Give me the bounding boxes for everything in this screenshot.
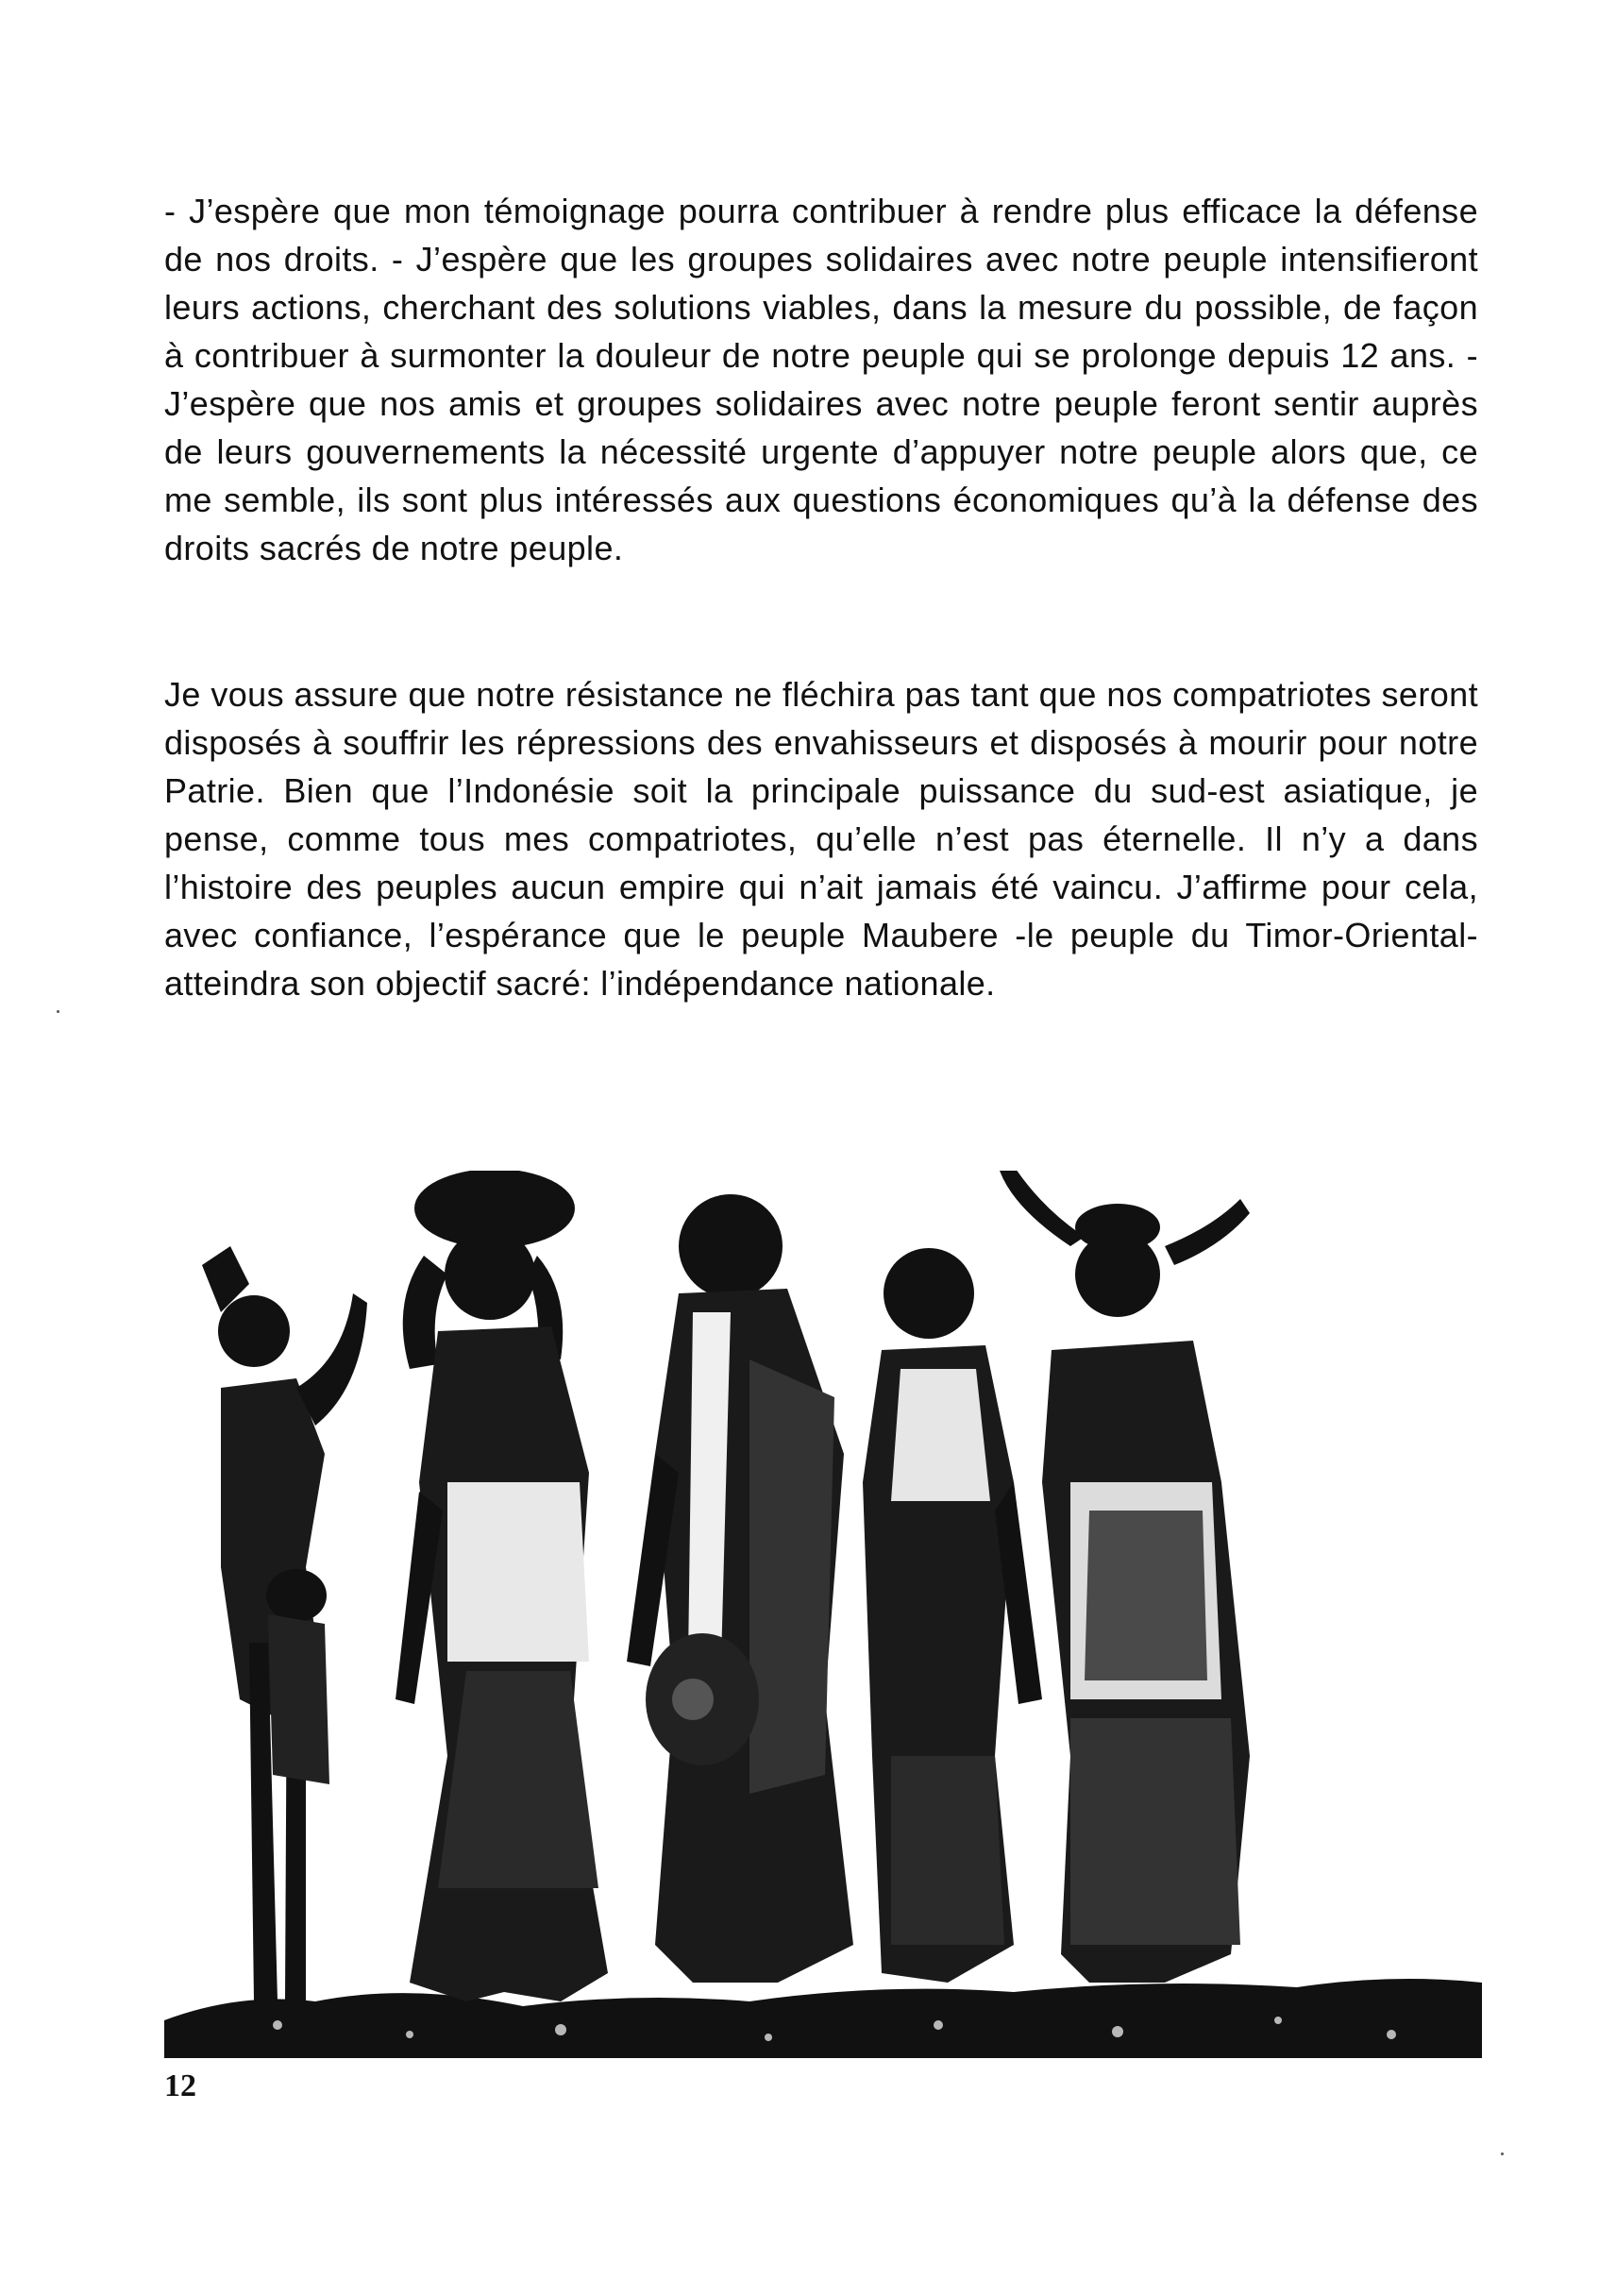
figure-woman-basket [396,1171,608,2001]
figure-child-left [202,1246,367,2001]
scan-speck [57,1010,59,1013]
paragraph-1: - J’espère que mon témoignage pourra contribuer à rendre plus efficace la défense de nos droits. - J’espère que les groupes solidaires avec notre peuple intensifieront leurs actions, cherchant des solutions viables, dans la mesure du possible, de façon à contribuer à surmonter la douleur de notre peuple qui se prolonge depuis 12 ans. - J’espère que nos amis et groupes solidaires avec notre peuple feront sentir auprès de leurs gouvernements la nécessité urgente d’appuyer notre peuple alors que, ce me semble, ils sont plus intéressés aux questions économiques qu’à la défense des droits sacrés de notre peuple. [164,192,1478,567]
scan-speck [1501,2152,1504,2155]
paragraph-2: Je vous assure que notre résistance ne fléchira pas tant que nos compatriotes seront disposés à souffrir les répressions des envahisseurs et disposés à mourir pour notre Patrie. Bien que l’Indonésie soit la principale puissance du sud-est asiatique, je pense, comme tous mes compatriotes, qu’elle n’est pas éternelle. Il n’y a dans l’histoire des peuples aucun empire qui n’ait jamais été vaincu. J’affirme pour cela, avec confiance, l’espérance que le peuple Maubere -le peuple du Timor-Oriental- atteindra son objectif sacré: l’indépendance nationale. [164,675,1478,1003]
page-number: 12 [164,2068,196,2103]
photograph-women-walking [164,1171,1482,2058]
figure-woman-center [627,1194,853,1983]
figure-woman-right [863,1248,1042,1983]
ground [164,1979,1482,2058]
figure-woman-far-right [1000,1171,1250,1983]
